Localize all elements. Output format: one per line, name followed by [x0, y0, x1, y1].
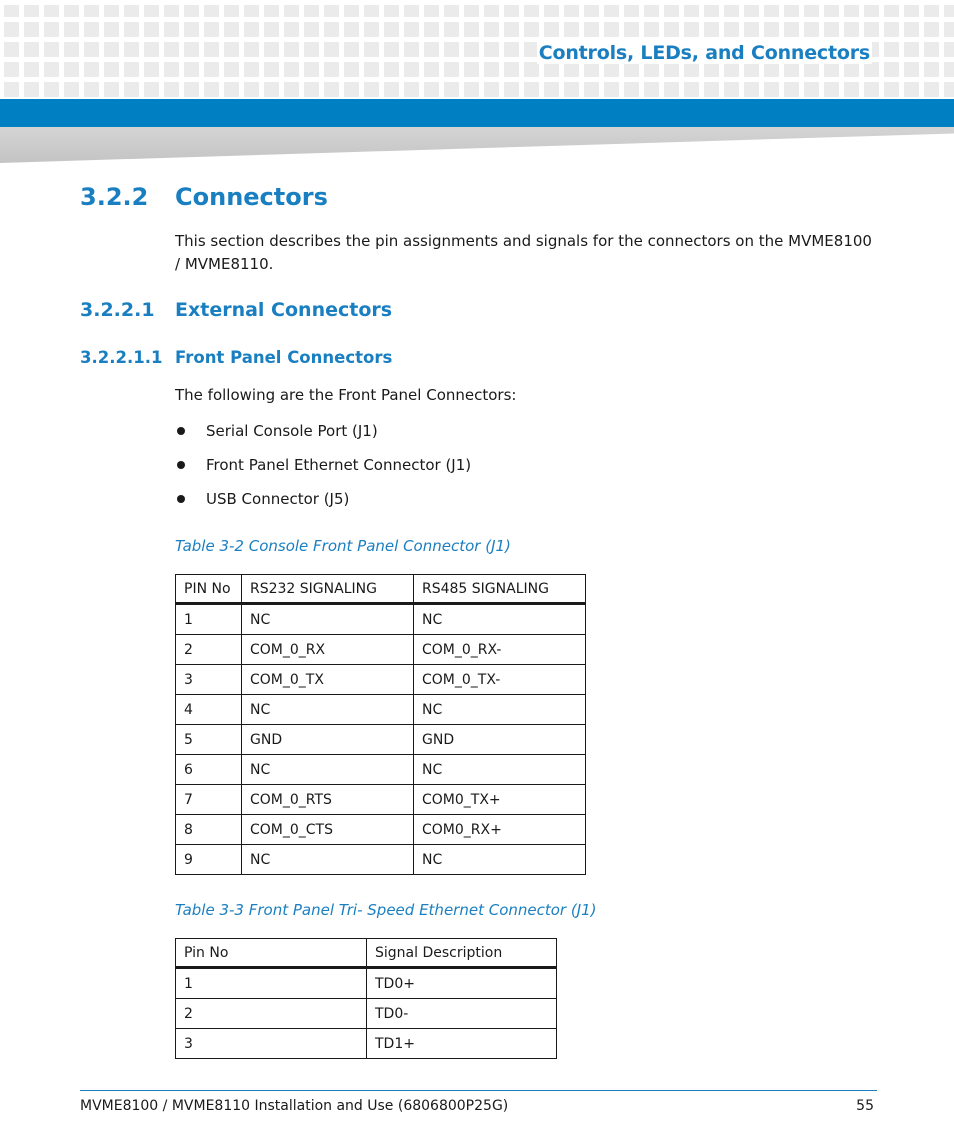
- list-intro: The following are the Front Panel Connectors:: [175, 386, 517, 404]
- table-header-cell: Pin No: [176, 939, 367, 968]
- list-item: Front Panel Ethernet Connector (J1): [175, 454, 471, 488]
- section-number: 3.2.2: [80, 183, 149, 211]
- subsubsection-title: Front Panel Connectors: [175, 348, 393, 367]
- subsection-heading: [80, 299, 392, 321]
- table-row: 1 NC NC: [176, 604, 586, 635]
- table-header-row: [176, 575, 586, 604]
- table-row: 4 NC NC: [176, 695, 586, 725]
- table-row: 1 TD0+: [176, 968, 557, 999]
- table-row: 9 NC NC: [176, 845, 586, 875]
- subsection-title: External Connectors: [175, 299, 393, 321]
- footer-doc-title: MVME8100 / MVME8110 Installation and Use (6806800P25G): [80, 1098, 509, 1114]
- bullet-icon: [177, 461, 185, 469]
- section-title: Connectors: [175, 183, 328, 211]
- table-row: 3 COM_0_TX COM_0_TX-: [176, 665, 586, 695]
- section-heading: [80, 183, 328, 211]
- intro-paragraph: This section describes the pin assignments and signals for the connectors on the MVME8100 / MVME8110.: [175, 232, 872, 273]
- subsubsection-number: 3.2.2.1.1: [80, 348, 163, 367]
- subsection-number: 3.2.2.1: [80, 299, 155, 321]
- table-row: 6 NC NC: [176, 755, 586, 785]
- header-gray-wedge: [0, 127, 954, 163]
- table2-caption: Table 3-3 Front Panel Tri- Speed Ethernet Connector (J1): [175, 901, 597, 919]
- footer-page-number: 55: [856, 1098, 874, 1114]
- table-row: 2 COM_0_RX COM_0_RX-: [176, 635, 586, 665]
- table-row: 3 TD1+: [176, 1029, 557, 1059]
- table-header-cell: RS232 SIGNALING: [242, 575, 414, 604]
- connector-list: [175, 420, 471, 522]
- table-row: 8 COM_0_CTS COM0_RX+: [176, 815, 586, 845]
- table-row: 2 TD0-: [176, 999, 557, 1029]
- ethernet-connector-table: [175, 938, 557, 1059]
- footer-rule: [80, 1090, 877, 1091]
- bullet-icon: [177, 495, 185, 503]
- table-header-row: [176, 939, 557, 968]
- table1-caption: Table 3-2 Console Front Panel Connector (J1): [175, 537, 511, 555]
- console-connector-table: [175, 574, 586, 875]
- list-item: USB Connector (J5): [175, 488, 471, 522]
- running-header-title: Controls, LEDs, and Connectors: [538, 42, 870, 64]
- list-item: Serial Console Port (J1): [175, 420, 471, 454]
- table-header-cell: RS485 SIGNALING: [414, 575, 586, 604]
- table-row: 7 COM_0_RTS COM0_TX+: [176, 785, 586, 815]
- subsubsection-heading: [80, 348, 392, 367]
- table-row: 5 GND GND: [176, 725, 586, 755]
- bullet-icon: [177, 427, 185, 435]
- table-header-cell: PIN No: [176, 575, 242, 604]
- header-blue-bar: [0, 99, 954, 127]
- table-header-cell: Signal Description: [367, 939, 557, 968]
